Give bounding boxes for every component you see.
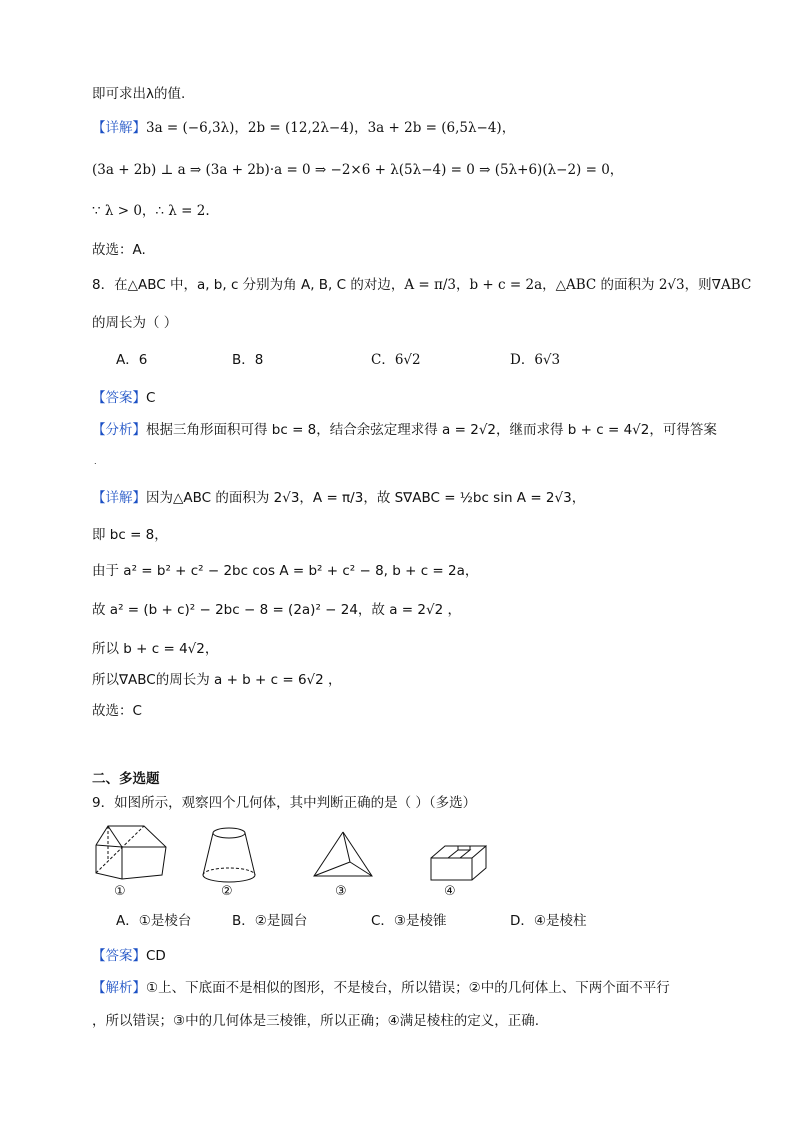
- analysis-tag: 【分析】: [92, 422, 146, 438]
- figure-2-frustum: [198, 825, 260, 887]
- q8-detail-line-4: 故 a² = (b + c)² − 2bc − 8 = (2a)² − 24，故 a = 2√2 ，: [92, 602, 461, 618]
- q8-detail-d1: 因为△ABC 的面积为 2√3，A = π/3，故 S∇ABC = ½bc sin A = 2√3，: [146, 490, 586, 506]
- q8-choose-line: 故选：C: [92, 703, 142, 719]
- q7-detail-line-2: (3a + 2b) ⊥ a ⇒ (3a + 2b)·a = 0 ⇒ −2×6 + λ(5λ−4) = 0 ⇒ (5λ+6)(λ−2) = 0，: [92, 162, 624, 178]
- q8-analysis-dot: .: [94, 457, 97, 466]
- q8-answer-line: [92, 388, 155, 408]
- q9-analysis-text-1: ①上、下底面不是相似的图形，不是棱台，所以错误；②中的几何体上、下两个面不平行: [146, 980, 670, 996]
- q9-stem: 9．如图所示，观察四个几何体，其中判断正确的是（ ）（多选）: [92, 795, 477, 811]
- figure-4-prism: [428, 840, 490, 884]
- q8-option-a[interactable]: A．6: [116, 352, 148, 368]
- detail-tag: 【详解】: [92, 490, 146, 506]
- q8-option-c[interactable]: C．6√2: [371, 352, 421, 368]
- q7-detail-line-1: [92, 118, 515, 138]
- q9-analysis-line-1: [92, 978, 670, 998]
- answer-tag: 【答案】: [92, 390, 146, 406]
- q9-answer: CD: [146, 948, 166, 964]
- figure-4-label: ④: [444, 884, 456, 899]
- q9-option-a[interactable]: A．①是棱台: [116, 913, 192, 929]
- q8-detail-line-2: 即 bc = 8，: [92, 527, 168, 543]
- figure-3-label: ③: [335, 884, 347, 899]
- q8-detail-line-3: 由于 a² = b² + c² − 2bc cos A = b² + c² − 8, b + c = 2a，: [92, 563, 479, 579]
- q8-detail-line-1: [92, 488, 585, 508]
- q7-conclusion-line: 即可求出λ的值.: [92, 86, 186, 102]
- q8-analysis-line: [92, 420, 717, 440]
- detail-tag: 【详解】: [92, 120, 146, 136]
- q8-stem-a: 8．在△ABC 中，a, b, c 分别为角 A, B, C 的对边，: [92, 277, 405, 293]
- q8-option-d[interactable]: D．6√3: [510, 352, 561, 368]
- q7-detail-line-3: ∵ λ > 0，∴ λ = 2.: [92, 203, 210, 219]
- section-heading-multi-choice: 二、多选题: [92, 771, 160, 787]
- q8-detail-line-5: 所以 b + c = 4√2，: [92, 641, 219, 657]
- q7-detail-eq1: 3a = (−6,3λ)，2b = (12,2λ−4)，3a + 2b = (6,5λ−4)，: [146, 120, 516, 136]
- q8-answer: C: [146, 390, 156, 406]
- analysis-tag: 【解析】: [92, 980, 146, 996]
- figure-3-pyramid: [310, 830, 376, 884]
- figure-2-label: ②: [221, 884, 233, 899]
- q9-option-d[interactable]: D．④是棱柱: [510, 913, 587, 929]
- q7-choose-line: 故选：A.: [92, 242, 146, 258]
- q8-stem-line-2: 的周长为（ ）: [92, 315, 178, 331]
- q9-analysis-line-2: ，所以错误；③中的几何体是三棱锥，所以正确；④满足棱柱的定义，正确.: [92, 1013, 539, 1029]
- q9-option-b[interactable]: B．②是圆台: [232, 913, 308, 929]
- answer-tag: 【答案】: [92, 948, 146, 964]
- q8-stem-b: A = π/3，b + c = 2a，△ABC 的面积为 2√3，则∇ABC: [404, 277, 752, 293]
- figure-1-polyhedron: [92, 823, 172, 885]
- q8-analysis-text: 根据三角形面积可得 bc = 8，结合余弦定理求得 a = 2√2，继而求得 b + c = 4√2，可得答案: [146, 422, 717, 438]
- q9-option-c[interactable]: C．③是棱锥: [371, 913, 447, 929]
- q9-answer-line: [92, 946, 166, 966]
- q8-stem-line-1: [92, 275, 751, 295]
- figure-1-label: ①: [114, 884, 126, 899]
- q8-option-b[interactable]: B．8: [232, 352, 264, 368]
- q8-detail-line-6: 所以∇ABC的周长为 a + b + c = 6√2 ，: [92, 672, 342, 688]
